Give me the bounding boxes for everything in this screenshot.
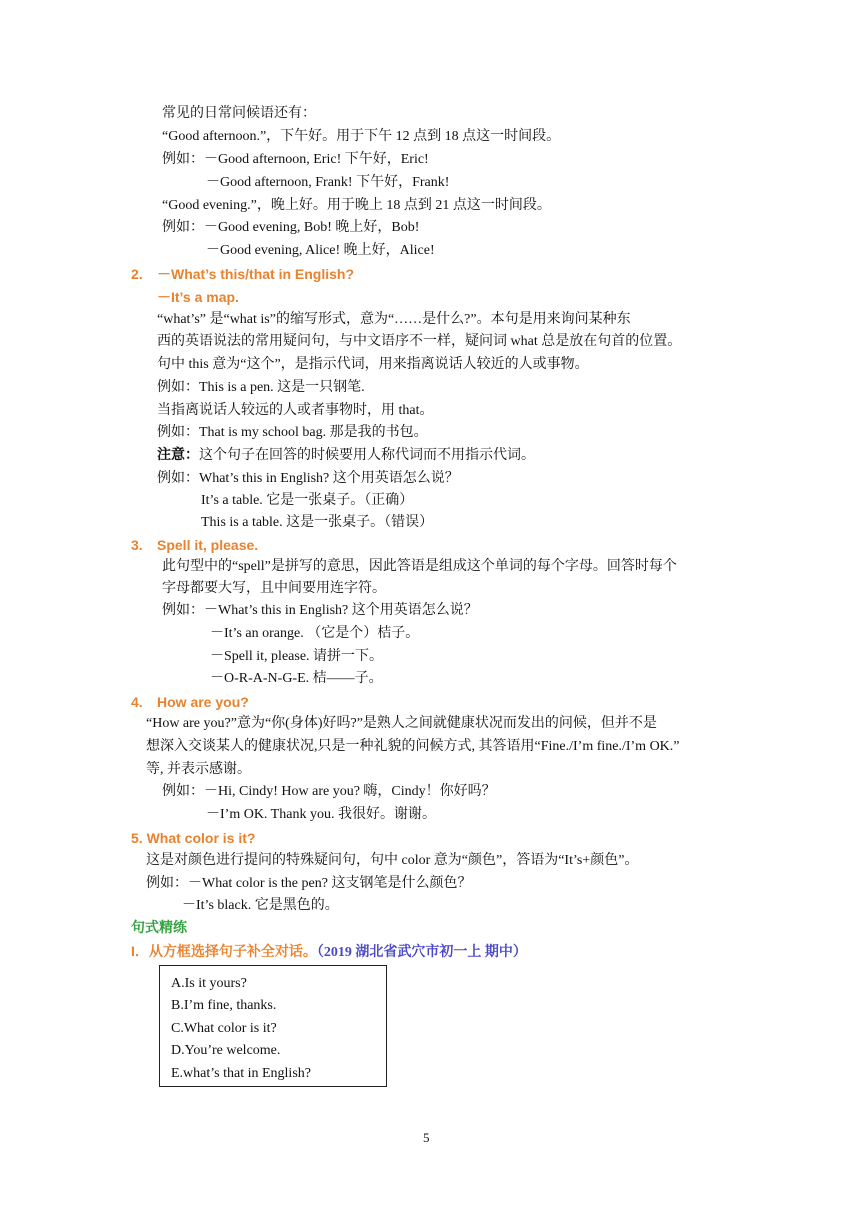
intro-line-3: “Good evening.”，晚上好。用于晚上 18 点到 21 点这一时间段。 <box>162 198 551 213</box>
option-b: B.I’m fine, thanks. <box>171 998 277 1013</box>
practice-question-1 <box>131 941 527 963</box>
note-label: 注意： <box>157 448 199 463</box>
section-5-line-1: 这是对颜色进行提问的特殊疑问句，句中 color 意为“颜色”，答语为“It’s+颜色”。 <box>146 853 639 868</box>
section-3-example-2: －It’s an orange. （它是个）桔子。 <box>210 626 420 641</box>
section-2-heading-2: －It’s a map. <box>157 289 239 305</box>
intro-line-2: “Good afternoon.”，下午好。用于下午 12 点到 18 点这一时间段。 <box>162 129 561 144</box>
section-2-number: 2. <box>131 266 143 282</box>
intro-example-4: －Good evening, Alice! 晚上好，Alice! <box>206 243 435 258</box>
section-4-line-2: 想深入交谈某人的健康状况,只是一种礼貌的问候方式, 其答语用“Fine./I’m fine./I’m OK.” <box>146 739 680 754</box>
option-e: E.what’s that in English? <box>171 1066 311 1081</box>
section-2-example-3: This is a table. 这是一张桌子。（错误） <box>201 515 434 530</box>
section-3-example-1: 例如：－What’s this in English? 这个用英语怎么说？ <box>162 603 478 618</box>
intro-example-2: －Good afternoon, Frank! 下午好，Frank! <box>206 175 450 190</box>
section-4-example-2: －I’m OK. Thank you. 我很好。谢谢。 <box>206 807 436 822</box>
note-text: 这个句子在回答的时候要用人称代词而不用指示代词。 <box>199 448 535 463</box>
section-2-line-1: “what’s” 是“what is”的缩写形式，意为“……是什么?”。本句是用来询问某种东 <box>157 312 631 327</box>
section-2-heading-1: －What’s this/that in English? <box>157 266 355 282</box>
section-5-example-1: 例如：－What color is the pen? 这支钢笔是什么颜色？ <box>146 876 472 891</box>
option-c: C.What color is it? <box>171 1021 277 1036</box>
section-3-heading: Spell it, please. <box>157 537 259 553</box>
section-4-example-1: 例如：－Hi, Cindy! How are you? 嗨，Cindy！你好吗？ <box>162 784 496 799</box>
option-a: A.Is it yours? <box>171 976 247 991</box>
section-2-line-6: 例如：That is my school bag. 那是我的书包。 <box>157 425 428 440</box>
practice-title: 句式精练 <box>131 921 187 936</box>
section-2-line-5: 当指离说话人较远的人或者事物时，用 that。 <box>157 403 434 418</box>
intro-example-1: 例如：－Good afternoon, Eric! 下午好，Eric! <box>162 152 429 167</box>
question-1-label: I．从方框选择句子补全对话。 <box>131 943 317 959</box>
question-1-source: （2019 湖北省武穴市初一上 期中） <box>316 945 527 960</box>
section-3-line-1: 此句型中的“spell”是拼写的意思，因此答语是组成这个单词的每个字母。回答时每个 <box>162 559 677 574</box>
section-2-example-1: 例如：What’s this in English? 这个用英语怎么说？ <box>157 471 459 486</box>
section-3-line-2: 字母都要大写，且中间要用连字符。 <box>162 581 386 596</box>
option-d: D.You’re welcome. <box>171 1043 281 1058</box>
intro-line-1: 常见的日常问候语还有： <box>162 106 316 121</box>
section-2-line-2: 西的英语说法的常用疑问句，与中文语序不一样，疑问词 what 总是放在句首的位置。 <box>157 334 682 349</box>
section-4-line-3: 等, 并表示感谢。 <box>146 762 251 777</box>
section-4-number: 4. <box>131 694 143 710</box>
section-4-heading: How are you? <box>157 694 249 710</box>
section-2-line-3: 句中 this 意为“这个”，是指示代词，用来指离说话人较近的人或事物。 <box>157 357 589 372</box>
section-5-example-2: －It’s black. 它是黑色的。 <box>182 898 339 913</box>
section-2-note <box>157 446 535 466</box>
section-3-example-4: －O-R-A-N-G-E. 桔——子。 <box>210 671 383 686</box>
section-5-heading: 5. What color is it? <box>131 830 256 846</box>
section-3-number: 3. <box>131 537 143 553</box>
section-4-line-1: “How are you?”意为“你(身体)好吗?”是熟人之间就健康状况而发出的问候，但并不是 <box>146 716 657 731</box>
section-2-example-2: It’s a table. 它是一张桌子。（正确） <box>201 493 414 508</box>
page-number: 5 <box>423 1130 430 1145</box>
section-3-example-3: －Spell it, please. 请拼一下。 <box>210 649 384 664</box>
section-2-line-4: 例如：This is a pen. 这是一只钢笔. <box>157 380 365 395</box>
options-box <box>159 965 387 1087</box>
intro-example-3: 例如：－Good evening, Bob! 晚上好，Bob! <box>162 220 420 235</box>
